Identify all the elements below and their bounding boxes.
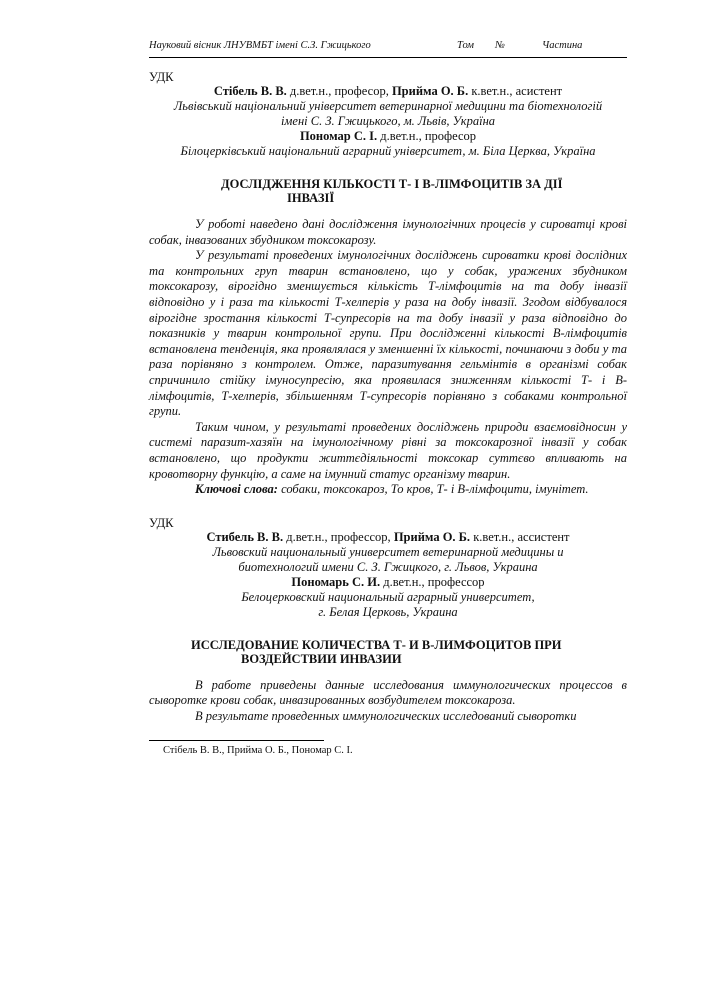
keywords-ua-label: Ключові слова: bbox=[195, 482, 278, 497]
footnote-authors: Стібель В. В., Прийма О. Б., Пономар С. І. bbox=[163, 745, 353, 756]
running-head bbox=[149, 38, 627, 55]
title-ru-line1: ИССЛЕДОВАНИЕ КОЛИЧЕСТВА Т- И В-ЛИМФОЦИТОВ ПРИ bbox=[191, 637, 562, 652]
abstract-ua-p2: У результаті проведених імунологічних досліджень сироватки крові дослідних та контрольних груп тварин встановлено, що у собак, уражених збудником токсокарозу, вірогідно зменшується кількість Т-лімфоцитів на та добу інвазії відповідно у і раза та кількості Т-хелперів у раза на добу інвазії. Згодом відбувалося вірогідне зростання кількості Т-супресорів на та добу інвазії у раза відповідно до показників у тварин контрольної групи. При дослідженні кількості В-лімфоцитів встановлена тенденція, яка проявлялася у зменшенні їх кількості, починаючи з доби у та раза порівняно з контролем. Отже, паразитування гельмінтів в організмі собак спричинило стійку імуносупресію, яка проявилася зниженням кількості Т- і В-лімфоцитів, Т-хелперів, збільшенням Т-супресорів порівняно з собаками контрольної групи. bbox=[149, 248, 627, 419]
volume-label: Том bbox=[457, 40, 475, 51]
article-title-ru bbox=[149, 638, 627, 666]
author1-ru: Стибель В. В. bbox=[206, 529, 284, 544]
affiliation1-ru-line1: Львовский национальный университет ветеринарной медицины и bbox=[212, 544, 564, 559]
author2-role-ua: к.вет.н., асистент bbox=[468, 84, 563, 98]
udk-ru: УДК bbox=[149, 515, 174, 530]
journal-name: Науковий вісник ЛНУВМБТ імені С.З. Гжицького bbox=[149, 40, 371, 51]
abstract-ru bbox=[149, 678, 627, 725]
authors-ru bbox=[149, 530, 627, 545]
affiliation1-ua-line2: імені С. З. Гжицького, м. Львів, Україна bbox=[280, 114, 496, 128]
affiliation1-ua-line1: Львівський національний університет ветеринарної медицини та біотехнологій bbox=[173, 99, 603, 113]
author3-role-ru: д.вет.н., профессор bbox=[383, 574, 485, 589]
header-rule bbox=[149, 57, 627, 58]
affiliation1-ru-line2: биотехнологий имени С. З. Гжицкого, г. Львов, Украина bbox=[238, 559, 538, 574]
affiliation2-ru-line1: Белоцерковский национальный аграрный университет, bbox=[241, 589, 535, 604]
author2-role-ru: к.вет.н., ассистент bbox=[470, 529, 570, 544]
abstract-ru-p2: В результате проведенных иммунологических исследований сыворотки bbox=[195, 708, 577, 723]
title-ua-line1: ДОСЛІДЖЕННЯ КІЛЬКОСТІ Т- І В-ЛІМФОЦИТІВ ЗА ДІЇ bbox=[221, 177, 563, 191]
author1-role-ru: д.вет.н., профессор, bbox=[283, 529, 394, 544]
author1-ua: Стібель В. В. bbox=[213, 84, 287, 98]
part-label: Частина bbox=[542, 40, 583, 51]
title-ru-line2: ВОЗДЕЙСТВИИ ИНВАЗИИ bbox=[241, 651, 402, 666]
author3-role-ua: д.вет.н., професор bbox=[380, 129, 477, 143]
author3-ru: Пономарь С. И. bbox=[291, 574, 381, 589]
number-label: № bbox=[495, 40, 505, 51]
authors-ua bbox=[149, 84, 627, 99]
affiliation2-ru-line2: г. Белая Церковь, Украина bbox=[318, 604, 458, 619]
author3-ru-line bbox=[149, 575, 627, 590]
affiliation2-ua: Білоцерківський національний аграрний університет, м. Біла Церква, Україна bbox=[180, 144, 596, 158]
author3-ua-line bbox=[149, 129, 627, 144]
author2-ua: Прийма О. Б. bbox=[391, 84, 469, 98]
udk-ua: УДК bbox=[149, 70, 174, 84]
keywords-ua-text: собаки, токсокароз, То кров, Т- і В-лімфоцити, імунітет. bbox=[277, 482, 589, 497]
author3-ua: Пономар С. І. bbox=[299, 129, 378, 143]
author2-ru: Прийма О. Б. bbox=[393, 529, 471, 544]
keywords-ua bbox=[149, 482, 627, 498]
author1-role-ua: д.вет.н., професор, bbox=[286, 84, 392, 98]
article-body bbox=[149, 60, 627, 724]
article-title-ua bbox=[149, 177, 627, 205]
footnote-rule bbox=[149, 740, 324, 741]
abstract-ua bbox=[149, 217, 627, 498]
abstract-ua-p1: У роботі наведено дані дослідження імунологічних процесів у сироватці крові собак, інвазованих збудником токсокарозу. bbox=[149, 217, 627, 247]
abstract-ua-p3: Таким чином, у результаті проведених досліджень природи взаємовідносин у системі паразит-хазяїн на імунологічному рівні за токсокарозної інвазії у собак встановлено, що продукти життєдіяльності токсокар суттєво впливають на кровотворну функцію, а саме на імунний статус організму тварин. bbox=[149, 419, 627, 481]
title-ua-line2: ІНВАЗІЇ bbox=[287, 191, 335, 205]
abstract-ru-p1: В работе приведены данные исследования иммунологических процессов в сыворотке крови собак, инвазированных возбудителем токсокароза. bbox=[149, 677, 627, 708]
